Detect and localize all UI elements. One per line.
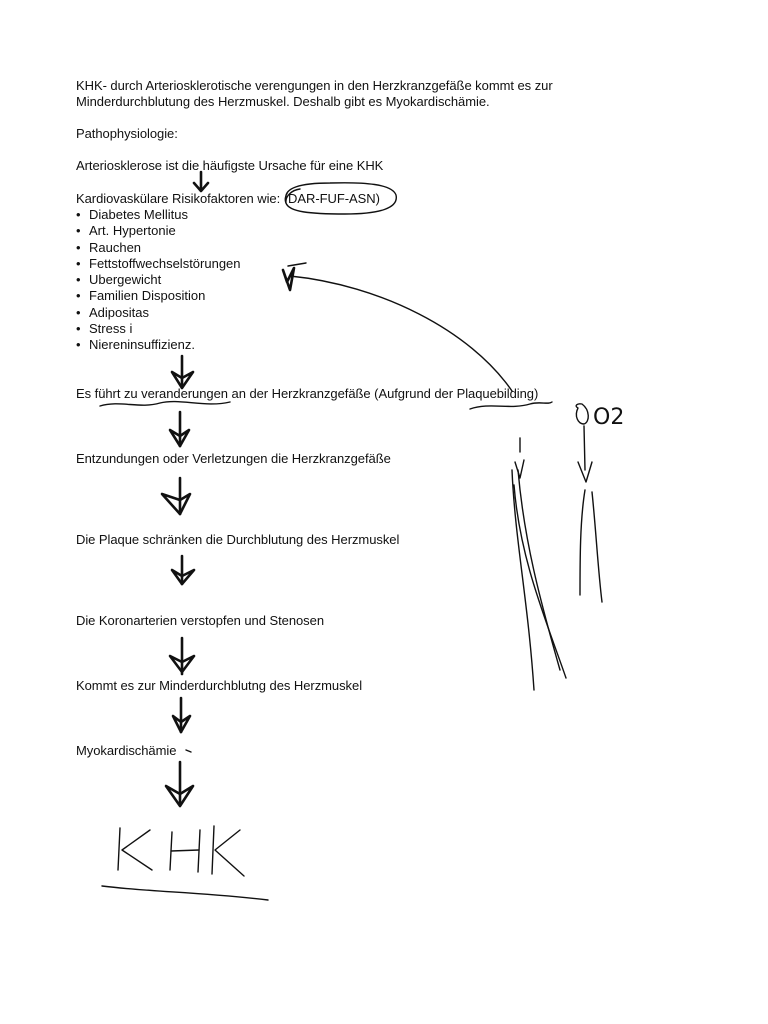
list-item: • Adipositas	[76, 305, 241, 321]
down-arrow-icon	[170, 412, 189, 446]
down-arrow-icon	[166, 762, 193, 806]
list-item: • Art. Hypertonie	[76, 223, 241, 239]
curved-arrow	[290, 276, 512, 391]
intro-line-1: KHK- durch Arteriosklerotische verengungen in den Herzkranzgefäße kommt es zur	[76, 78, 553, 93]
list-item: • Rauchen	[76, 240, 241, 256]
down-arrow-icon	[162, 478, 190, 514]
cause-line: Arteriosklerose ist die häufigste Ursache für eine KHK	[76, 158, 384, 173]
step-ischemia: Myokardischämie	[76, 743, 177, 758]
section-heading: Pathophysiologie:	[76, 126, 178, 141]
risk-factor-list	[76, 207, 241, 354]
handwritten-khk	[102, 826, 268, 900]
step-hypoperfusion: Kommt es zur Minderdurchblutng des Herzmuskel	[76, 678, 363, 693]
underline-annotation	[100, 402, 230, 406]
step-plaque: Die Plaque schränken die Durchblutung des Herzmuskel	[76, 532, 400, 547]
down-arrow-icon	[170, 638, 194, 674]
list-item: • Stress i	[76, 321, 241, 337]
list-item: • Fettstoffwechselstörungen	[76, 256, 241, 272]
list-item: • Niereninsuffizienz.	[76, 337, 241, 353]
list-item: • Familien Disposition	[76, 288, 241, 304]
risk-intro: Kardiovaskülare Risikofaktoren wie: (DAR-FUF-ASN)	[76, 191, 380, 206]
underline-annotation	[470, 402, 552, 409]
khk-text-hidden: KHK	[0, 0, 3, 1]
o2-label: O2	[593, 405, 625, 430]
step-stenosis: Die Koronarterien verstopfen und Stenosen	[76, 613, 324, 628]
down-arrow-icon	[173, 698, 190, 732]
intro-line-2: Minderdurchblutung des Herzmuskel. Deshalb gibt es Myokardischämie.	[76, 94, 490, 109]
list-item: • Ubergewicht	[76, 272, 241, 288]
vessel-sketch	[512, 404, 602, 690]
down-arrow-icon	[172, 356, 193, 388]
step-inflammation: Entzundungen oder Verletzungen die Herzkranzgefäße	[76, 451, 391, 466]
step-changes: Es führt zu veranderungen an der Herzkranzgefäße (Aufgrund der Plaquebilding)	[76, 386, 539, 401]
scribble-arrowhead-icon	[283, 263, 306, 290]
down-arrow-icon	[172, 556, 194, 584]
list-item: • Diabetes Mellitus	[76, 207, 241, 223]
down-arrow-icon	[194, 172, 208, 191]
